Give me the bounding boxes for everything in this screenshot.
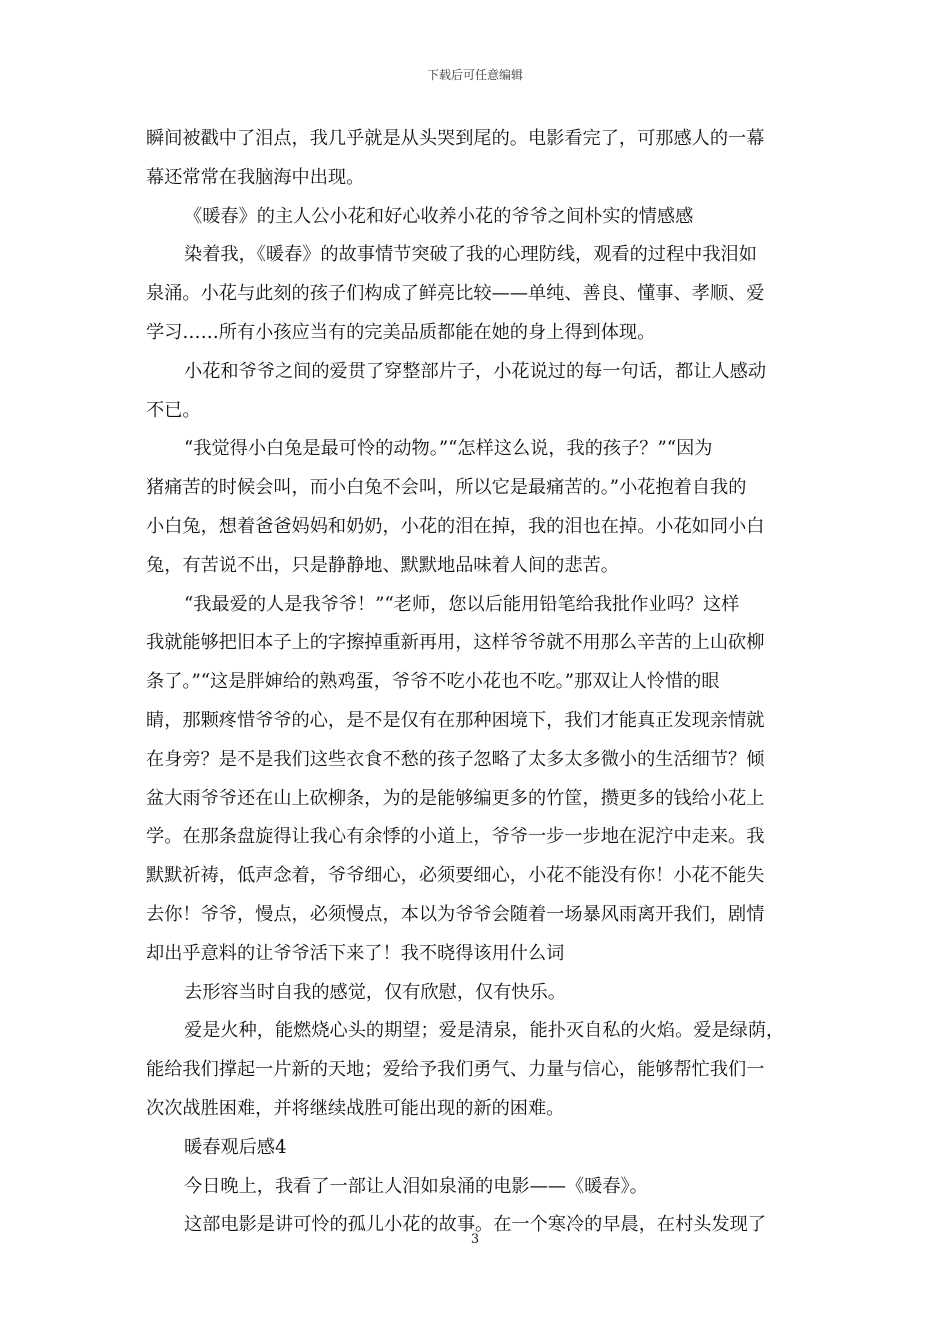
text-line: 染着我，《暖春》的故事情节突破了我的心理防线，观看的过程中我泪如 (184, 244, 757, 266)
text-line: “我最爱的人是我爷爷！”“老师，您以后能用铅笔给我批作业吗？这样 (184, 593, 740, 615)
text-line: 去你！爷爷，慢点，必须慢点，本以为爷爷会随着一场暴风雨离开我们，剧情 (146, 903, 765, 925)
text-line: 爱是火种，能燃烧心头的期望；爱是清泉，能扑灭自私的火焰。爱是绿荫， (184, 1020, 785, 1042)
text-line: 却出乎意料的让爷爷活下来了！我不晓得该用什么词 (146, 942, 565, 964)
text-line: 睛，那颗疼惜爷爷的心，是不是仅有在那种困境下，我们才能真正发现亲情就 (146, 709, 765, 731)
page-header: 下载后可任意编辑 (426, 68, 523, 82)
text-line: 在身旁？是不是我们这些衣食不愁的孩子忽略了太多太多微小的生活细节？倾 (146, 748, 765, 770)
text-line: 学习……所有小孩应当有的完美品质都能在她的身上得到体现。 (146, 321, 656, 343)
text-line: 兔，有苦说不出，只是静静地、默默地品味着人间的悲苦。 (146, 554, 619, 576)
text-line: “我觉得小白兔是最可怜的动物。”“怎样这么说，我的孩子？”“因为 (184, 438, 713, 460)
text-line: 小白兔，想着爸爸妈妈和奶奶，小花的泪在掉，我的泪也在掉。小花如同小白 (146, 515, 765, 537)
text-line: 暖春观后感4 (184, 1136, 287, 1158)
text-line: 次次战胜困难，并将继续战胜可能出现的新的困难。 (146, 1097, 565, 1119)
text-line: 《暖春》的主人公小花和好心收养小花的爷爷之间朴实的情感感 (184, 205, 694, 227)
text-line: 默默祈祷，低声念着，爷爷细心，必须要细心，小花不能没有你！小花不能失 (146, 865, 765, 887)
text-line: 这部电影是讲可怜的孤儿小花的故事。在一个寒冷的早晨，在村头发现了 (184, 1214, 767, 1236)
text-line: 盆大雨爷爷还在山上砍柳条，为的是能够编更多的竹筐，攒更多的钱给小花上 (146, 787, 765, 809)
text-line: 幕还常常在我脑海中出现。 (146, 166, 365, 188)
document-body (146, 120, 816, 1245)
text-line: 小花和爷爷之间的爱贯了穿整部片子，小花说过的每一句话，都让人感动 (184, 360, 767, 382)
text-line: 学。在那条盘旋得让我心有余悸的小道上，爷爷一步一步地在泥泞中走来。我 (146, 826, 765, 848)
text-line: 瞬间被戳中了泪点，我几乎就是从头哭到尾的。电影看完了，可那感人的一幕 (146, 128, 765, 149)
text-line: 去形容当时自我的感觉，仅有欣慰，仅有快乐。 (184, 981, 566, 1003)
page-number: 3 (470, 1232, 480, 1247)
text-line: 泉涌。小花与此刻的孩子们构成了鲜亮比较——单纯、善良、懂事、孝顺、爱 (146, 283, 765, 305)
text-line: 猪痛苦的时候会叫，而小白兔不会叫，所以它是最痛苦的。”小花抱着自我的 (146, 477, 747, 499)
text-line: 能给我们撑起一片新的天地；爱给予我们勇气、力量与信心，能够帮忙我们一 (146, 1059, 765, 1081)
text-line: 今日晚上，我看了一部让人泪如泉涌的电影——《暖春》。 (184, 1175, 648, 1197)
text-line: 我就能够把旧本子上的字擦掉重新再用，这样爷爷就不用那么辛苦的上山砍柳 (146, 632, 765, 654)
text-line: 不已。 (146, 399, 201, 421)
text-line: 条了。”“这是胖婶给的熟鸡蛋，爷爷不吃小花也不吃。”那双让人怜惜的眼 (146, 671, 720, 693)
